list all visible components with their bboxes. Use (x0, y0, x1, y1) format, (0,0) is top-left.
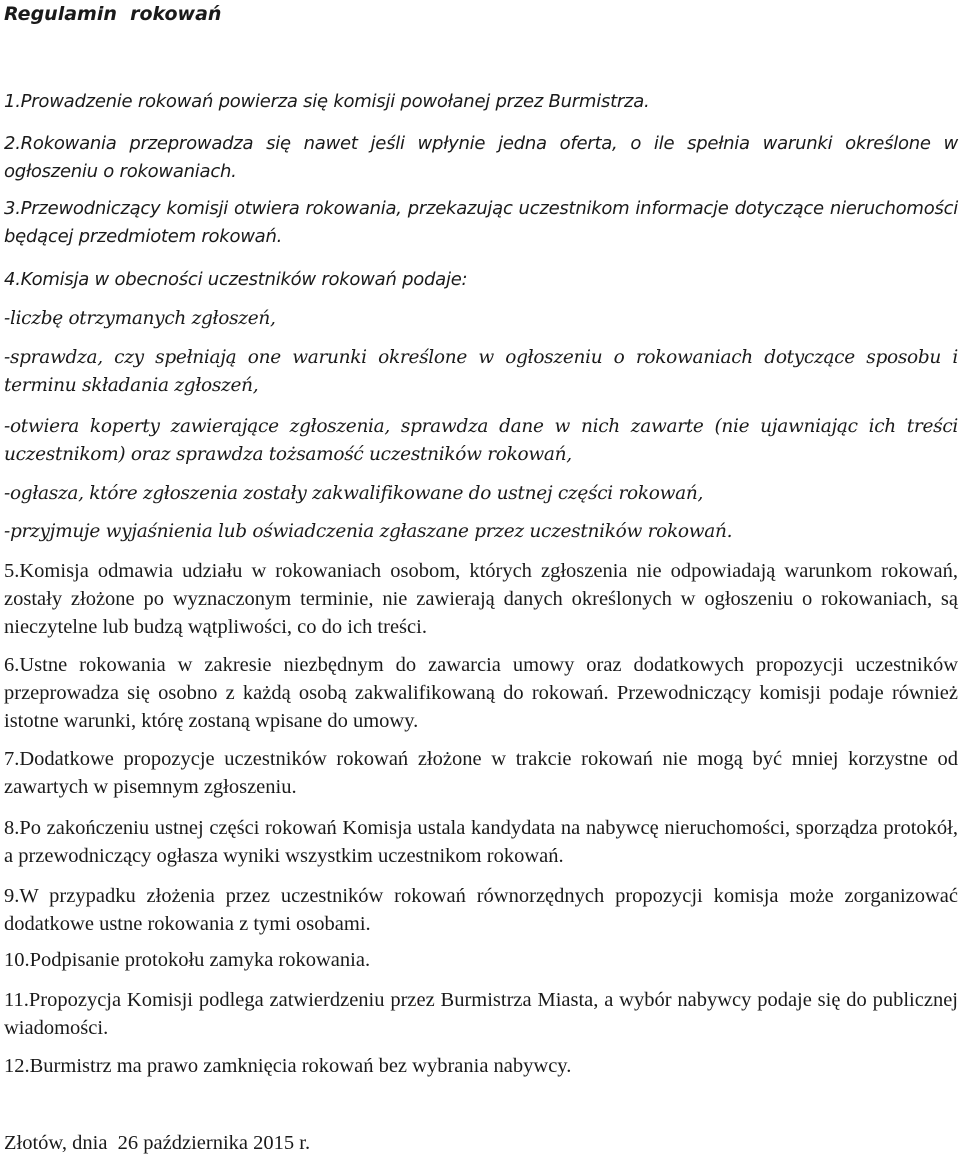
paragraph-3: 3.Przewodniczący komisji otwiera rokowania, przekazując uczestnikom informacje dotyczące nieruchomości będącej przedmiotem rokowań. (4, 198, 958, 247)
paragraph-7: 7.Dodatkowe propozycje uczestników rokowań złożone w trakcie rokowań nie mogą być mniej korzystne od zawartych w pisemnym zgłoszeniu. (4, 748, 958, 798)
paragraph-11: 11.Propozycja Komisji podlega zatwierdzeniu przez Burmistrza Miasta, a wybór nabywcy podaje się do publicznej wiadomości. (4, 989, 958, 1039)
paragraph-12: 12.Burmistrz ma prawo zamknięcia rokowań bez wybrania nabywcy. (4, 1055, 572, 1077)
place-and-date: Złotów, dnia 26 października 2015 r. (4, 1132, 311, 1154)
paragraph-1: 1.Prowadzenie rokowań powierza się komisji powołanej przez Burmistrza. (4, 91, 650, 112)
list-item-checks-conditions: -sprawdza, czy spełniają one warunki określone w ogłoszeniu o rokowaniach dotyczące sposobu i terminu składania zgłoszeń, (4, 347, 958, 396)
paragraph-9: 9.W przypadku złożenia przez uczestników rokowań równorzędnych propozycji komisja może zorganizować dodatkowe ustne rokowania z tymi osobami. (4, 885, 958, 935)
paragraph-5: 5.Komisja odmawia udziału w rokowaniach osobom, których zgłoszenia nie odpowiadają warunkom rokowań, zostały złożone po wyznaczonym terminie, nie zawierają danych określonych w ogłoszeniu o rokowaniach, są nieczytelne lub budzą wątpliwości, co do ich treści. (4, 560, 958, 638)
list-item-announces-qualified: -ogłasza, które zgłoszenia zostały zakwalifikowane do ustnej części rokowań, (4, 483, 704, 504)
paragraph-10: 10.Podpisanie protokołu zamyka rokowania. (4, 949, 371, 971)
paragraph-2: 2.Rokowania przeprowadza się nawet jeśli wpłynie jedna oferta, o ile spełnia warunki określone w ogłoszeniu o rokowaniach. (4, 133, 958, 182)
document-title: Regulamin rokowań (4, 3, 222, 25)
paragraph-4: 4.Komisja w obecności uczestników rokowań podaje: (4, 269, 468, 290)
list-item-received-count: -liczbę otrzymanych zgłoszeń, (4, 308, 276, 329)
list-item-opens-envelopes: -otwiera koperty zawierające zgłoszenia, sprawdza dane w nich zawarte (nie ujawniając ich treści uczestnikom) oraz sprawdza tożsamość uczestników rokowań, (4, 416, 958, 465)
paragraph-6: 6.Ustne rokowania w zakresie niezbędnym do zawarcia umowy oraz dodatkowych propozycji uczestników przeprowadza się osobno z każdą osobą zakwalifikowaną do rokowań. Przewodniczący komisji podaje również istotne warunki, którę zostaną wpisane do umowy. (4, 654, 958, 732)
paragraph-8: 8.Po zakończeniu ustnej części rokowań Komisja ustala kandydata na nabywcę nieruchomości, sporządza protokół, a przewodniczący ogłasza wyniki wszystkim uczestnikom rokowań. (4, 817, 958, 867)
list-item-accepts-explanations: -przyjmuje wyjaśnienia lub oświadczenia zgłaszane przez uczestników rokowań. (4, 521, 733, 542)
